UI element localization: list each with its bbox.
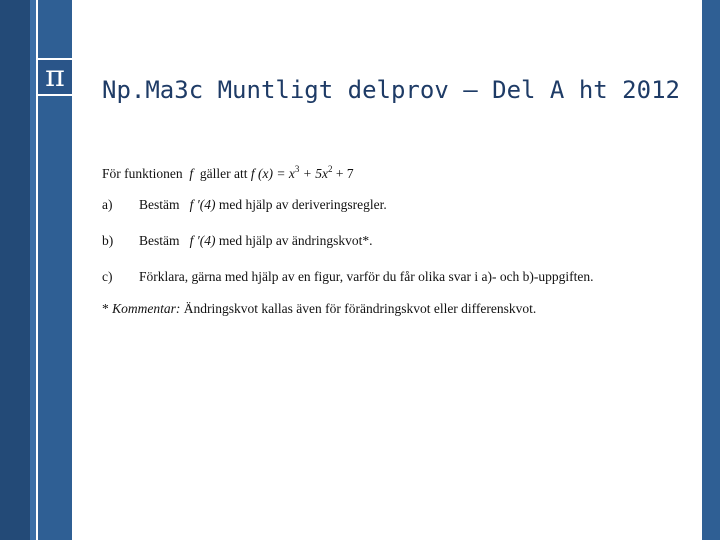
intro-eq-lhs: f (x) = x (250, 166, 295, 181)
intro-eq-exp1: 3 (294, 164, 300, 174)
item-verb: Bestäm (139, 197, 180, 212)
item-verb: Bestäm (139, 233, 180, 248)
item-text (139, 194, 682, 216)
intro-mid: gäller att (199, 166, 248, 181)
item-rest: med hjälp av ändringskvot*. (218, 233, 373, 248)
intro-lead: För funktionen (102, 166, 183, 181)
item-expr: f ′(4) (189, 197, 216, 212)
item-label: a) (102, 197, 113, 212)
item-expr: f ′(4) (189, 233, 216, 248)
note-text: Ändringskvot kallas även för förändringskvot eller differenskvot. (183, 301, 537, 316)
task-note (102, 298, 682, 320)
slide-content (72, 0, 698, 540)
intro-func: f (189, 166, 194, 181)
intro-eq-mid: + 5x (299, 166, 328, 181)
pi-icon: π (45, 59, 65, 94)
note-star: * (102, 301, 109, 316)
task-item-c (102, 266, 682, 288)
item-text: Förklara, gärna med hjälp av en figur, varför du får olika svar i a)- och b)-uppgiften. (139, 269, 594, 284)
item-label: b) (102, 233, 114, 248)
item-rest: med hjälp av deriveringsregler. (218, 197, 387, 212)
sidebar-dark-rail (0, 0, 30, 540)
intro-eq-exp2: 2 (327, 164, 333, 174)
task-item-b (102, 230, 682, 252)
page-title: Np.Ma3c Muntligt delprov – Del A ht 2012 (102, 76, 680, 104)
item-label: c) (102, 269, 113, 284)
pi-logo (38, 58, 72, 96)
note-label: Kommentar: (112, 301, 181, 316)
intro-eq-tail: + 7 (332, 166, 354, 181)
item-text (139, 230, 682, 252)
right-band (702, 0, 720, 540)
task-item-a (102, 194, 682, 216)
task-intro (102, 158, 682, 180)
task-text (102, 158, 682, 320)
